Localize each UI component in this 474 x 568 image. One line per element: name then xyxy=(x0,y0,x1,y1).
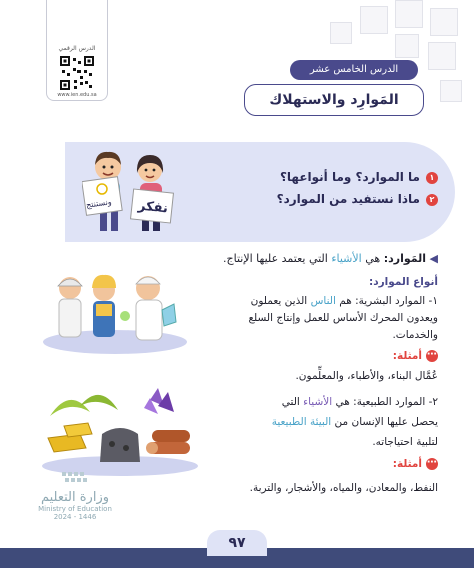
natural-resources xyxy=(208,392,438,452)
definition xyxy=(223,250,438,267)
question-text: ماذا نستفيد من الموارد؟ xyxy=(276,192,420,206)
human-resources xyxy=(198,293,438,344)
natural-line-1 xyxy=(208,392,438,412)
lesson-number-tag: الدرس الخامس عشر xyxy=(290,60,418,80)
definition-highlight: الأشياء xyxy=(331,252,362,265)
question-number-badge: ٢ xyxy=(426,194,438,206)
examples-label-text: أمثلة: xyxy=(392,350,422,362)
ministry-year: 2024 - 1446 xyxy=(53,513,97,521)
ministry-name-en: Ministry of Education xyxy=(38,505,112,513)
natural-resources-illustration xyxy=(40,386,200,478)
decor-square xyxy=(395,34,419,58)
human-line-1-end: الذين يعملون xyxy=(250,295,311,307)
human-line-1 xyxy=(198,293,438,310)
human-line-1-text: ١- الموارد البشرية: هم xyxy=(335,295,438,307)
natural-line-2 xyxy=(208,412,438,432)
decor-square xyxy=(395,0,423,28)
digital-lesson-url[interactable]: www.ien.edu.sa xyxy=(57,92,97,98)
question-text: ما الموارد؟ وما أنواعها؟ xyxy=(279,170,420,184)
dots-icon: ⋯ xyxy=(427,457,437,468)
natural-environment-highlight: البيئة الطبيعية xyxy=(271,416,332,428)
natural-highlight: الأشياء xyxy=(303,396,333,408)
natural-line-1-text: ٢- الموارد الطبيعية: هي xyxy=(332,396,438,408)
page-number: ٩٧ xyxy=(207,530,267,556)
human-line-2: ويعدون المحرك الأساس للعمل وإنتاج السلع xyxy=(248,312,438,324)
natural-line-2-text: يحصل عليها الإنسان من xyxy=(331,416,438,428)
human-highlight: الناس xyxy=(310,295,336,307)
digital-lesson-title: الدرس الرقمي xyxy=(58,45,96,52)
natural-line-3: لتلبية احتياجاته. xyxy=(372,436,438,448)
decor-square xyxy=(360,6,388,34)
definition-text-end: التي يعتمد عليها الإنتاج. xyxy=(223,252,332,265)
lesson-title: المَوارِد والاستهلاك xyxy=(244,84,424,116)
qr-code-icon[interactable] xyxy=(60,56,94,90)
kids-illustration xyxy=(82,145,182,240)
sign-left-text: ونستنتج xyxy=(85,197,113,210)
question-number-badge: ١ xyxy=(426,172,438,184)
question-2 xyxy=(277,192,438,206)
examples-label-1 xyxy=(393,350,438,362)
human-examples: عُمَّال البناء، والأطباء، والمعلِّمون. xyxy=(295,370,438,382)
dots-icon: ⋯ xyxy=(427,349,437,360)
definition-term: المَوارد: xyxy=(383,252,427,265)
examples-label-2 xyxy=(393,458,438,470)
question-1 xyxy=(280,170,438,184)
natural-examples: النفط، والمعادن، والمياه، والأشجار، والتربة. xyxy=(249,482,438,494)
decor-square xyxy=(330,22,352,44)
decor-square xyxy=(430,8,458,36)
ministry-emblem-icon xyxy=(60,470,90,488)
digital-lesson-card[interactable] xyxy=(46,0,108,101)
decor-square xyxy=(440,80,462,102)
sign-right-text: نفكر xyxy=(137,198,169,217)
ministry-logo xyxy=(20,470,130,521)
human-line-3: والخدمات. xyxy=(392,329,438,341)
definition-text: هي xyxy=(361,252,384,265)
arrow-icon: ◀ xyxy=(429,252,438,265)
natural-line-1-end: التي xyxy=(281,396,304,408)
ministry-name-ar: وزارة التعليم xyxy=(40,490,110,505)
types-heading: أنواع الموارد: xyxy=(369,276,438,288)
examples-label-text: أمثلة: xyxy=(392,458,422,470)
workers-illustration xyxy=(40,266,190,354)
decor-square xyxy=(428,42,456,70)
